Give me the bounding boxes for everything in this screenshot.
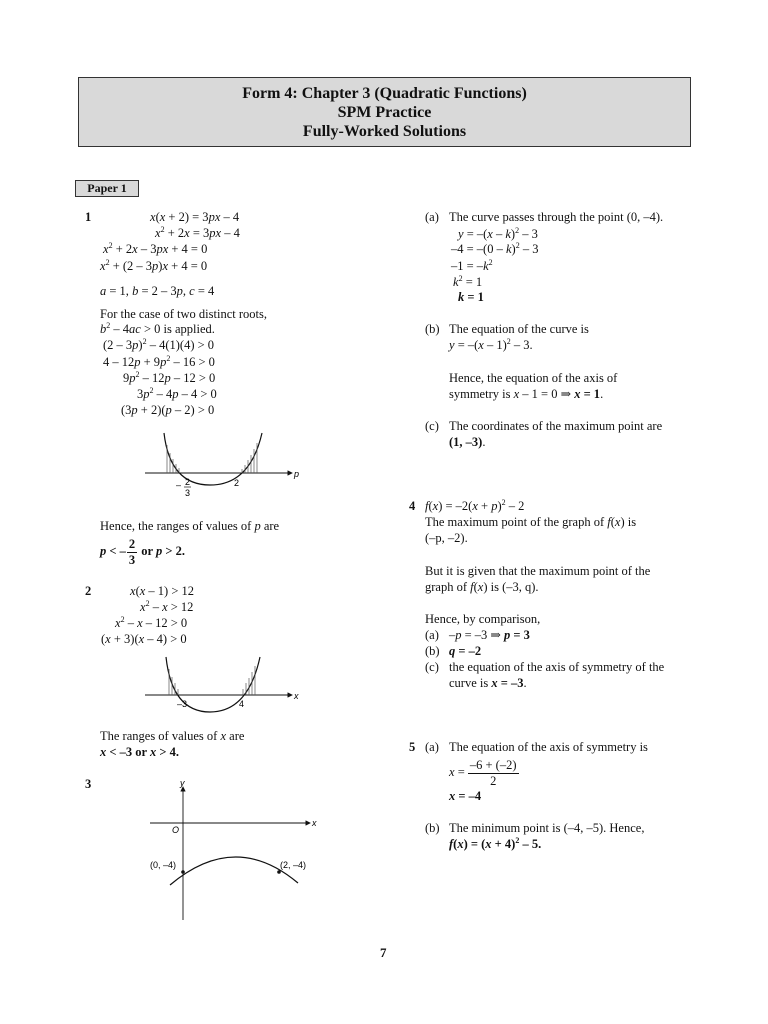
q5a-fraction: x = $\frac{-6 + (-2)}{2}$ [449,758,517,788]
q4-line1: The maximum point of the graph of f(x) is [425,515,637,529]
header-title: Form 4: Chapter 3 (Quadratic Functions) [242,85,527,102]
q4-line3: But it is given that the maximum point of the [425,564,651,578]
chapter-header [78,77,691,147]
q4-line4: graph of f(x) is (–3, q). [425,580,539,594]
parabola-curve [164,433,262,485]
root-neg-sign: – [176,480,182,490]
point-0-neg4-label: (0, –4) [150,860,177,870]
q4c-label: (c) [425,660,439,674]
origin-label: O [172,825,180,835]
paper-label: Paper 1 [75,180,139,197]
header-subtitle-2: Fully-Worked Solutions [302,123,467,140]
x-axis-label: x [312,818,317,828]
question-5-number: 5 [409,740,416,754]
q5a-answer: x = –4 [449,789,482,803]
question-2-answer-intro: The ranges of values of x are [100,729,245,743]
page-number: 7 [380,945,387,960]
q4-function: $f(x) = -2(x + p)^2 - 2$ [425,498,525,513]
shaded-region-right [242,443,257,473]
q4a-label: (a) [425,628,439,642]
q3b-label: (b) [425,322,440,336]
header-subtitle: SPM Practice [337,104,432,121]
shaded-region-left [169,669,178,695]
question-1-answer: p < – $\frac{2}{3}$ or p > 2. [100,537,185,567]
q4b-label: (b) [425,644,440,658]
q4-line5: Hence, by comparison, [425,612,541,626]
q4-line2: (–p, –2). [425,531,468,545]
question-4-number: 4 [409,499,416,513]
q4a-answer: –p = –3 ⇒ p = 3 [449,628,530,642]
q4c-text: the equation of the axis of symmetry of the [449,660,665,674]
p-axis-label: p [294,469,300,479]
question-3-number: 3 [85,777,92,791]
root-neg-denominator: 3 [185,488,191,498]
q3a-label: (a) [425,210,439,224]
point-2-neg4 [277,870,281,874]
x-axis-label: x [294,691,299,701]
question-3-graph [140,775,330,925]
q3b-axis-answer: symmetry is x – 1 = 0 ⇒ x = 1. [449,387,604,401]
q5a-label: (a) [425,740,439,754]
question-1-answer-intro: Hence, the ranges of values of p are [100,519,280,533]
q5b-text: The minimum point is (–4, –5). Hence, [449,821,645,835]
root-two-label: 2 [234,478,240,488]
q3b-text: The equation of the curve is [449,322,589,336]
q5a-text: The equation of the axis of symmetry is [449,740,648,754]
q3a-text: The curve passes through the point (0, –4). [449,210,664,224]
root-4-label: 4 [239,699,245,709]
q3c-label: (c) [425,419,439,433]
q4c-answer: curve is x = –3. [449,676,527,690]
q3c-text: The coordinates of the maximum point are [449,419,663,433]
question-2-number: 2 [85,584,92,598]
point-2-neg4-label: (2, –4) [280,860,307,870]
q5b-answer: $f(x) = (x + 4)^2 - 5$. [449,836,542,851]
root-neg-numerator: 2 [185,477,191,487]
question-1-graph [140,425,310,500]
shaded-region-left [167,445,179,473]
y-axis-label: y [180,778,185,788]
question-1-number: 1 [85,210,92,224]
q5b-label: (b) [425,821,440,835]
q3b-hence: Hence, the equation of the axis of [449,371,618,385]
question-2-answer: x < –3 or x > 4. [100,745,179,759]
question-2-graph [140,652,310,717]
root-neg3-label: –3 [177,699,188,709]
q4b-answer: q = –2 [449,644,482,658]
q3b-equation: y = –(x – 1)$^2$ – 3. [449,337,533,352]
q3c-answer: (1, –3). [449,435,486,449]
point-0-neg4 [181,870,185,874]
